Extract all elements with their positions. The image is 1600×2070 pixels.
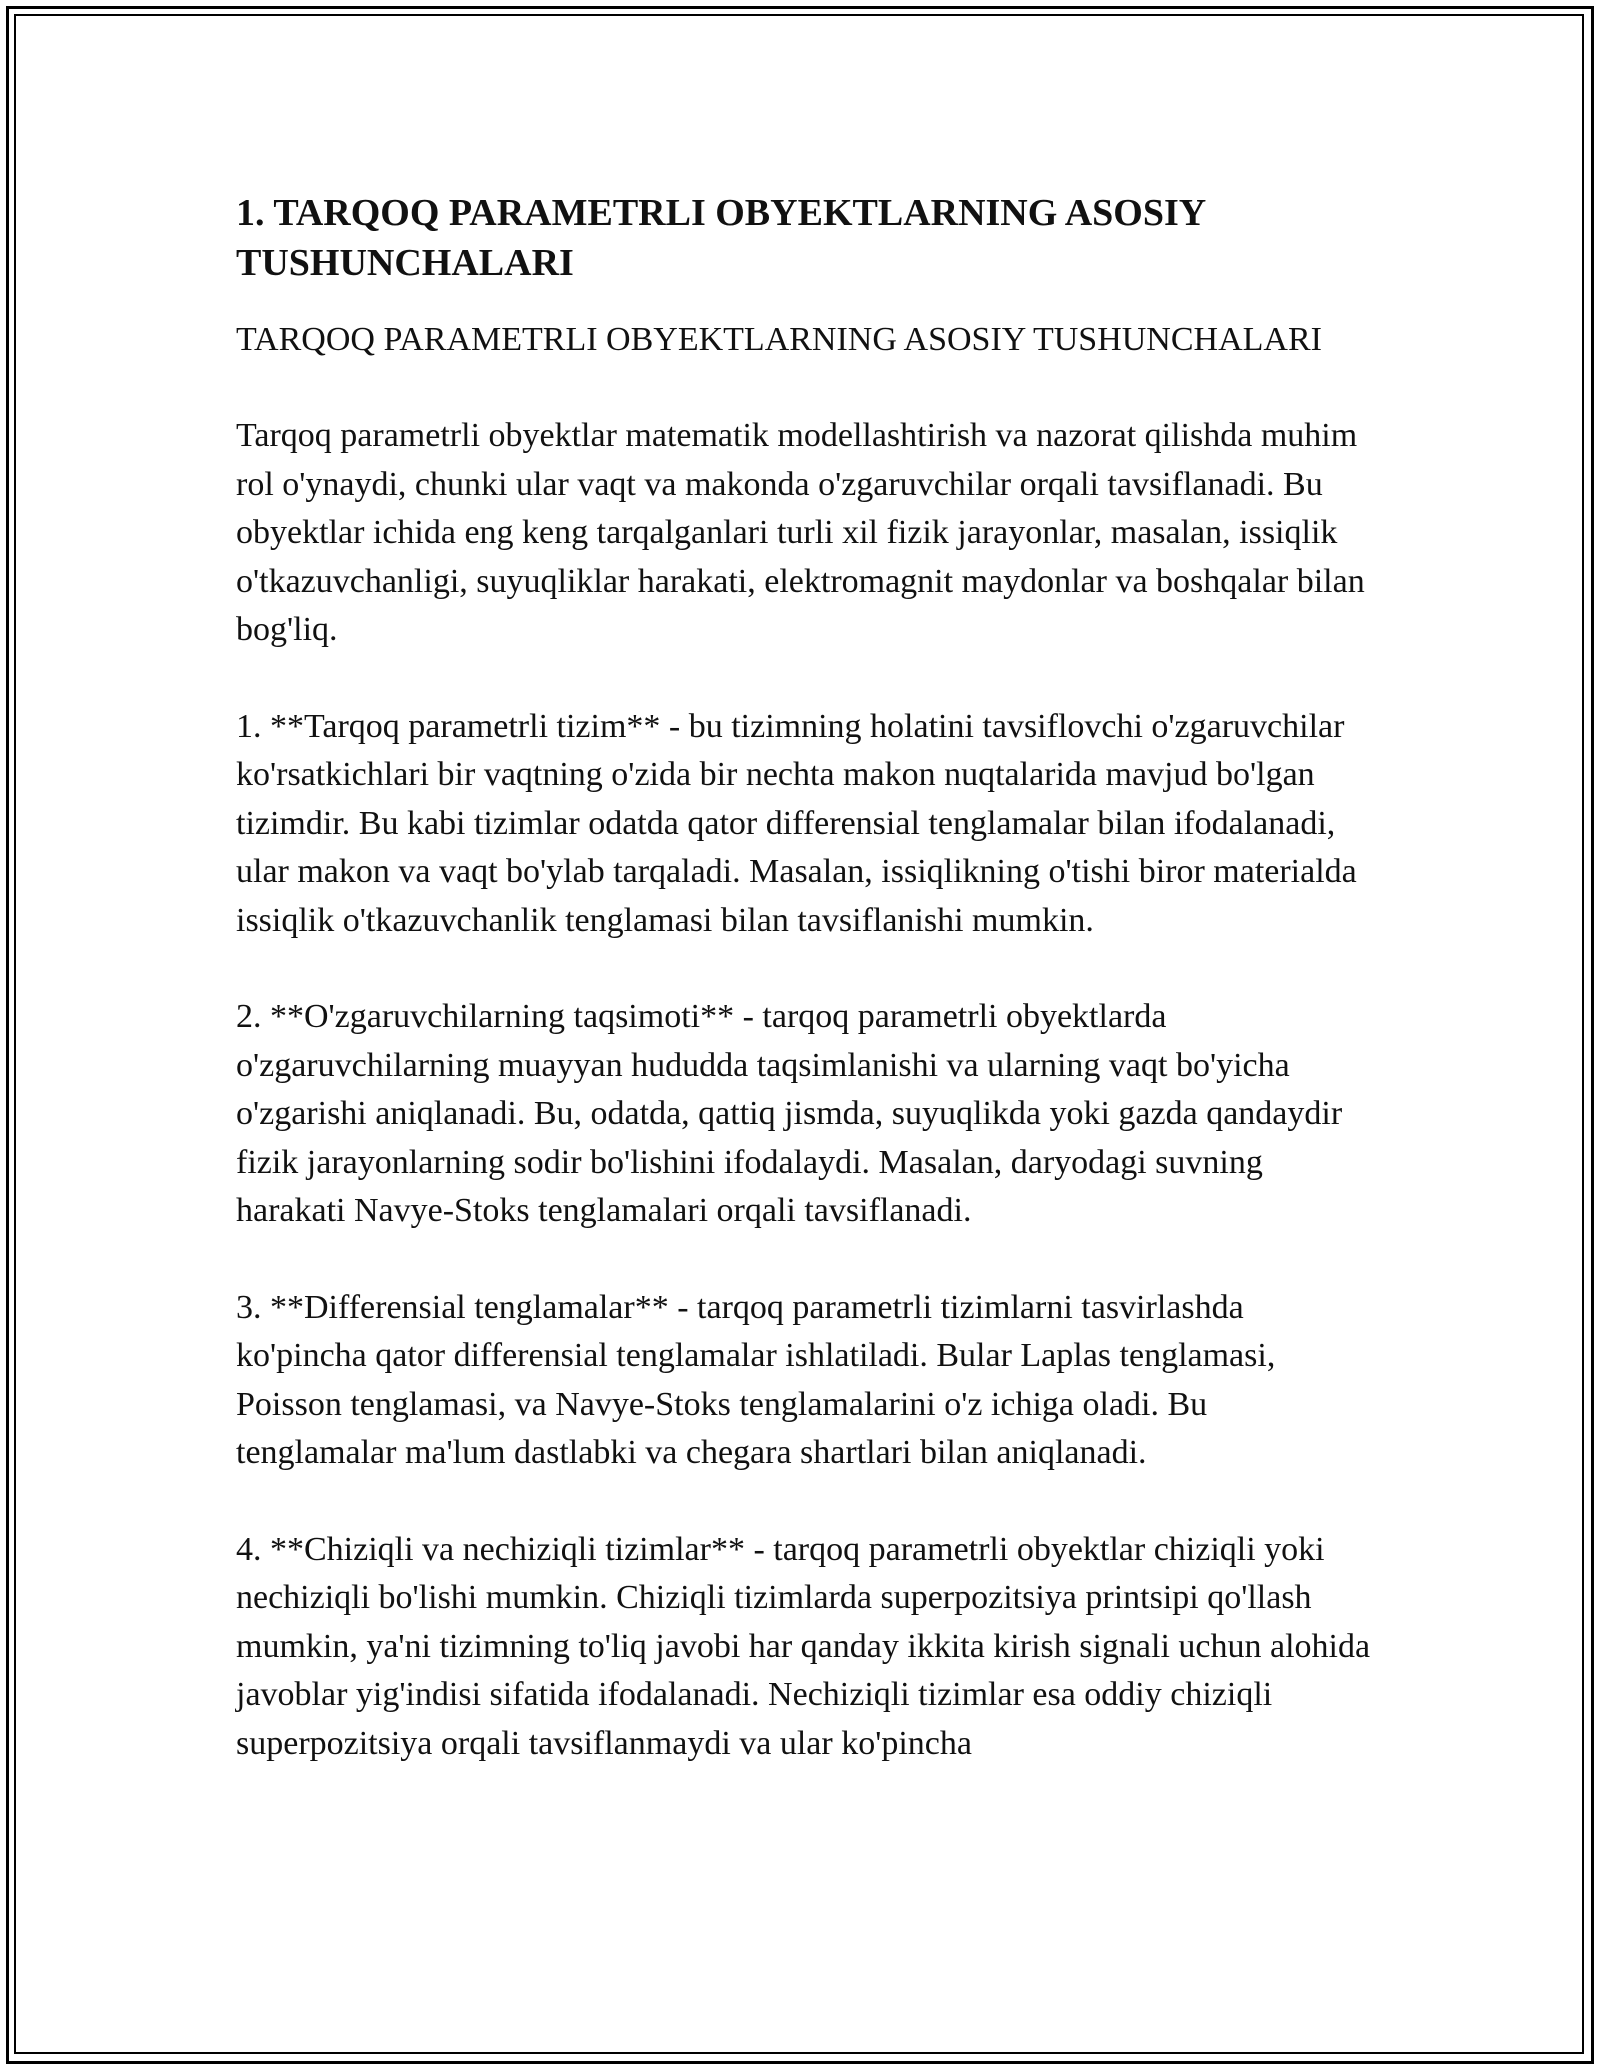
paragraph-item-3: 3. **Differensial tenglamalar** - tarqoq parametrli tizimlarni tasvirlashda ko'pincha qator differensial tenglamalar ishlatiladi. Bular Laplas tenglamasi, Poisson tenglamasi, va Navye-Stoks tenglamalarini o'z ichiga oladi. Bu tenglamalar ma'lum dastlabki va chegara shartlari bilan aniqlanadi.	[236, 1288, 1276, 1471]
paragraph-item-2: 2. **O'zgaruvchilarning taqsimoti** - tarqoq parametrli obyektlarda o'zgaruvchilarning muayyan hududda taqsimlanishi va ularning vaqt bo'yicha o'zgarishi aniqlanadi. Bu, odatda, qattiq jismda, suyuqlikda yoki gazda qandaydir fizik jarayonlarning sodir bo'lishini ifodalaydi. Masalan, daryodagi suvning harakati Navye-Stoks tenglamalari orqali tavsiflanadi.	[236, 998, 1343, 1229]
document-subheading: TARQOQ PARAMETRLI OBYEKTLARNING ASOSIY TUSHUNCHALARI	[236, 321, 1322, 358]
document-heading: 1. TARQOQ PARAMETRLI OBYEKTLARNING ASOSIY TUSHUNCHALARI	[236, 192, 1205, 284]
paragraph-item-4: 4. **Chiziqli va nechiziqli tizimlar** - tarqoq parametrli obyektlar chiziqli yoki nechiziqli bo'lishi mumkin. Chiziqli tizimlarda superpozitsiya printsipi qo'llash mumkin, ya'ni tizimning to'liq javobi har qanday ikkita kirish signali uchun alohida javoblar yig'indisi sifatida ifodalanadi. Nechiziqli tizimlar esa oddiy chiziqli superpozitsiya orqali tavsiflanmaydi va ular ko'pincha	[236, 1530, 1371, 1762]
paragraph-item-1: 1. **Tarqoq parametrli tizim** - bu tizimning holatini tavsiflovchi o'zgaruvchilar ko'rsatkichlari bir vaqtning o'zida bir nechta makon nuqtalarida mavjud bo'lgan tizimdir. Bu kabi tizimlar odatda qator differensial tenglamalar bilan ifodalanadi, ular makon va vaqt bo'ylab tarqaladi. Masalan, issiqlikning o'tishi biror materialda issiqlik o'tkazuvchanlik tenglamasi bilan tavsiflanishi mumkin.	[236, 707, 1357, 939]
document-body	[236, 188, 1376, 1816]
paragraph-intro: Tarqoq parametrli obyektlar matematik modellashtirish va nazorat qilishda muhim rol o'ynaydi, chunki ular vaqt va makonda o'zgaruvchilar orqali tavsiflanadi. Bu obyektlar ichida eng keng tarqalganlari turli xil fizik jarayonlar, masalan, issiqlik o'tkazuvchanligi, suyuqliklar harakati, elektromagnit maydonlar va boshqalar bilan bog'liq.	[236, 417, 1365, 648]
